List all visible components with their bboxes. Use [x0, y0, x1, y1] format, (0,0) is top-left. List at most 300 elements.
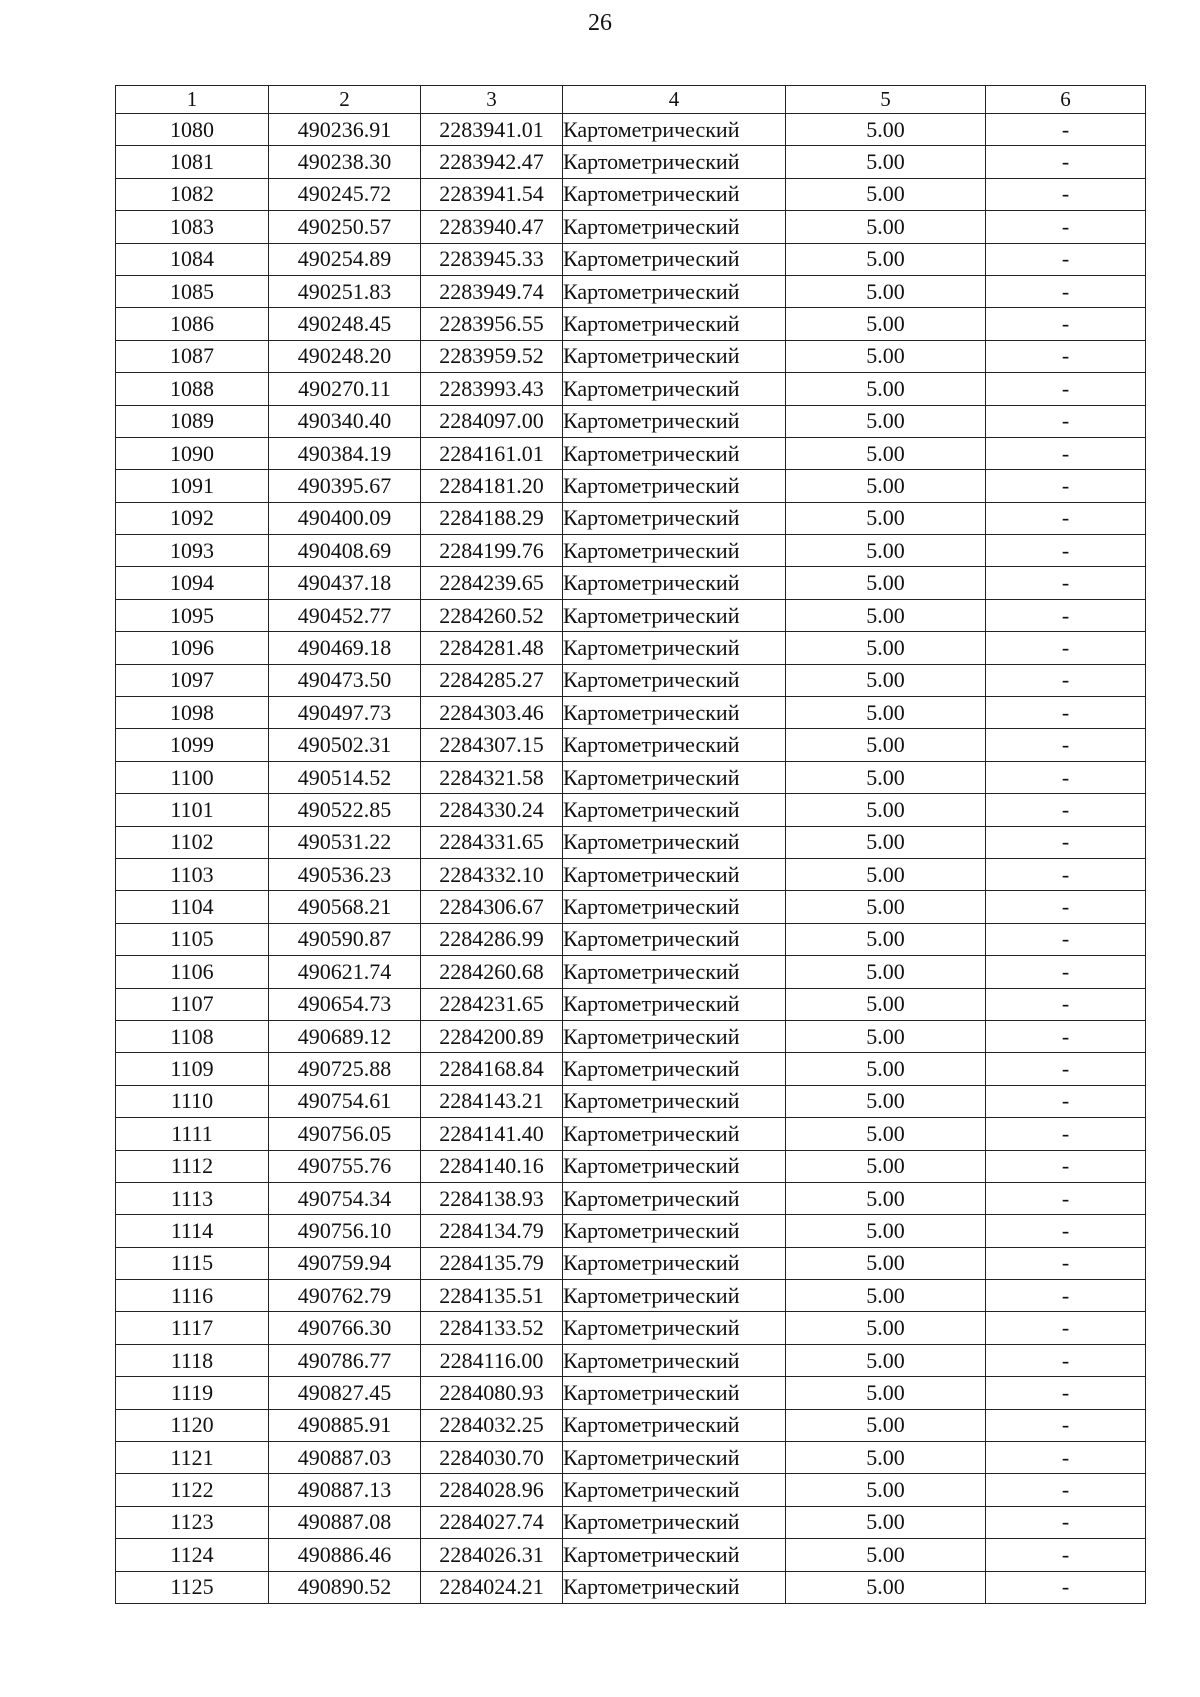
point-number-cell: 1099	[116, 729, 269, 761]
point-number-cell: 1090	[116, 437, 269, 469]
table-row	[116, 1150, 1146, 1182]
accuracy-cell: 5.00	[786, 1053, 986, 1085]
y-coordinate-cell: 2283941.01	[421, 114, 563, 146]
accuracy-cell: 5.00	[786, 761, 986, 793]
method-cell: Картометрический	[563, 1182, 786, 1214]
method-cell: Картометрический	[563, 405, 786, 437]
table-row	[116, 114, 1146, 146]
point-number-cell: 1112	[116, 1150, 269, 1182]
method-cell: Картометрический	[563, 956, 786, 988]
table-row	[116, 664, 1146, 696]
method-cell: Картометрический	[563, 1409, 786, 1441]
table-row	[116, 1571, 1146, 1603]
accuracy-cell: 5.00	[786, 1118, 986, 1150]
method-cell: Картометрический	[563, 891, 786, 923]
x-coordinate-cell: 490437.18	[269, 567, 421, 599]
method-cell: Картометрический	[563, 502, 786, 534]
x-coordinate-cell: 490270.11	[269, 373, 421, 405]
method-cell: Картометрический	[563, 437, 786, 469]
method-cell: Картометрический	[563, 114, 786, 146]
description-cell: -	[986, 405, 1146, 437]
description-cell: -	[986, 599, 1146, 631]
y-coordinate-cell: 2284231.65	[421, 988, 563, 1020]
description-cell: -	[986, 1215, 1146, 1247]
y-coordinate-cell: 2284024.21	[421, 1571, 563, 1603]
accuracy-cell: 5.00	[786, 1085, 986, 1117]
x-coordinate-cell: 490522.85	[269, 794, 421, 826]
x-coordinate-cell: 490400.09	[269, 502, 421, 534]
y-coordinate-cell: 2284080.93	[421, 1377, 563, 1409]
column-header-5: 5	[786, 86, 986, 114]
x-coordinate-cell: 490254.89	[269, 243, 421, 275]
description-cell: -	[986, 1280, 1146, 1312]
accuracy-cell: 5.00	[786, 1020, 986, 1052]
table-row	[116, 1053, 1146, 1085]
description-cell: -	[986, 535, 1146, 567]
y-coordinate-cell: 2284199.76	[421, 535, 563, 567]
y-coordinate-cell: 2284032.25	[421, 1409, 563, 1441]
method-cell: Картометрический	[563, 729, 786, 761]
method-cell: Картометрический	[563, 697, 786, 729]
point-number-cell: 1107	[116, 988, 269, 1020]
method-cell: Картометрический	[563, 308, 786, 340]
accuracy-cell: 5.00	[786, 567, 986, 599]
method-cell: Картометрический	[563, 1442, 786, 1474]
x-coordinate-cell: 490452.77	[269, 599, 421, 631]
point-number-cell: 1086	[116, 308, 269, 340]
method-cell: Картометрический	[563, 535, 786, 567]
table-row	[116, 405, 1146, 437]
x-coordinate-cell: 490754.61	[269, 1085, 421, 1117]
x-coordinate-cell: 490786.77	[269, 1344, 421, 1376]
description-cell: -	[986, 923, 1146, 955]
method-cell: Картометрический	[563, 373, 786, 405]
accuracy-cell: 5.00	[786, 891, 986, 923]
method-cell: Картометрический	[563, 858, 786, 890]
column-header-3: 3	[421, 86, 563, 114]
method-cell: Картометрический	[563, 1020, 786, 1052]
method-cell: Картометрический	[563, 275, 786, 307]
accuracy-cell: 5.00	[786, 1409, 986, 1441]
x-coordinate-cell: 490251.83	[269, 275, 421, 307]
point-number-cell: 1085	[116, 275, 269, 307]
description-cell: -	[986, 567, 1146, 599]
description-cell: -	[986, 1344, 1146, 1376]
x-coordinate-cell: 490621.74	[269, 956, 421, 988]
description-cell: -	[986, 1474, 1146, 1506]
y-coordinate-cell: 2283945.33	[421, 243, 563, 275]
y-coordinate-cell: 2284321.58	[421, 761, 563, 793]
column-header-2: 2	[269, 86, 421, 114]
x-coordinate-cell: 490890.52	[269, 1571, 421, 1603]
method-cell: Картометрический	[563, 340, 786, 372]
x-coordinate-cell: 490384.19	[269, 437, 421, 469]
description-cell: -	[986, 211, 1146, 243]
accuracy-cell: 5.00	[786, 1571, 986, 1603]
x-coordinate-cell: 490408.69	[269, 535, 421, 567]
description-cell: -	[986, 1118, 1146, 1150]
accuracy-cell: 5.00	[786, 405, 986, 437]
y-coordinate-cell: 2284239.65	[421, 567, 563, 599]
table-row	[116, 794, 1146, 826]
y-coordinate-cell: 2284135.51	[421, 1280, 563, 1312]
accuracy-cell: 5.00	[786, 275, 986, 307]
point-number-cell: 1092	[116, 502, 269, 534]
description-cell: -	[986, 1506, 1146, 1538]
accuracy-cell: 5.00	[786, 1442, 986, 1474]
point-number-cell: 1095	[116, 599, 269, 631]
point-number-cell: 1093	[116, 535, 269, 567]
table-row	[116, 1474, 1146, 1506]
x-coordinate-cell: 490248.20	[269, 340, 421, 372]
point-number-cell: 1088	[116, 373, 269, 405]
accuracy-cell: 5.00	[786, 664, 986, 696]
accuracy-cell: 5.00	[786, 729, 986, 761]
y-coordinate-cell: 2284168.84	[421, 1053, 563, 1085]
x-coordinate-cell: 490887.13	[269, 1474, 421, 1506]
description-cell: -	[986, 632, 1146, 664]
description-cell: -	[986, 146, 1146, 178]
method-cell: Картометрический	[563, 664, 786, 696]
method-cell: Картометрический	[563, 761, 786, 793]
table-row	[116, 308, 1146, 340]
description-cell: -	[986, 1150, 1146, 1182]
table-row	[116, 599, 1146, 631]
y-coordinate-cell: 2284138.93	[421, 1182, 563, 1214]
table-row	[116, 1182, 1146, 1214]
table-row	[116, 502, 1146, 534]
y-coordinate-cell: 2284260.68	[421, 956, 563, 988]
table-row	[116, 567, 1146, 599]
table-row	[116, 1280, 1146, 1312]
point-number-cell: 1118	[116, 1344, 269, 1376]
point-number-cell: 1097	[116, 664, 269, 696]
y-coordinate-cell: 2283993.43	[421, 373, 563, 405]
description-cell: -	[986, 1377, 1146, 1409]
method-cell: Картометрический	[563, 1344, 786, 1376]
y-coordinate-cell: 2284097.00	[421, 405, 563, 437]
method-cell: Картометрический	[563, 243, 786, 275]
y-coordinate-cell: 2284116.00	[421, 1344, 563, 1376]
description-cell: -	[986, 697, 1146, 729]
accuracy-cell: 5.00	[786, 535, 986, 567]
point-number-cell: 1120	[116, 1409, 269, 1441]
description-cell: -	[986, 340, 1146, 372]
accuracy-cell: 5.00	[786, 794, 986, 826]
y-coordinate-cell: 2284330.24	[421, 794, 563, 826]
method-cell: Картометрический	[563, 1053, 786, 1085]
accuracy-cell: 5.00	[786, 146, 986, 178]
x-coordinate-cell: 490469.18	[269, 632, 421, 664]
table-row	[116, 275, 1146, 307]
table-row	[116, 1506, 1146, 1538]
accuracy-cell: 5.00	[786, 470, 986, 502]
x-coordinate-cell: 490514.52	[269, 761, 421, 793]
y-coordinate-cell: 2284285.27	[421, 664, 563, 696]
accuracy-cell: 5.00	[786, 1247, 986, 1279]
y-coordinate-cell: 2284030.70	[421, 1442, 563, 1474]
description-cell: -	[986, 826, 1146, 858]
description-cell: -	[986, 1539, 1146, 1571]
y-coordinate-cell: 2284331.65	[421, 826, 563, 858]
table-row	[116, 211, 1146, 243]
x-coordinate-cell: 490759.94	[269, 1247, 421, 1279]
point-number-cell: 1106	[116, 956, 269, 988]
table-row	[116, 535, 1146, 567]
method-cell: Картометрический	[563, 923, 786, 955]
x-coordinate-cell: 490395.67	[269, 470, 421, 502]
table-row	[116, 891, 1146, 923]
point-number-cell: 1080	[116, 114, 269, 146]
method-cell: Картометрический	[563, 567, 786, 599]
x-coordinate-cell: 490536.23	[269, 858, 421, 890]
x-coordinate-cell: 490725.88	[269, 1053, 421, 1085]
y-coordinate-cell: 2284161.01	[421, 437, 563, 469]
method-cell: Картометрический	[563, 1215, 786, 1247]
y-coordinate-cell: 2284281.48	[421, 632, 563, 664]
accuracy-cell: 5.00	[786, 1539, 986, 1571]
method-cell: Картометрический	[563, 1474, 786, 1506]
y-coordinate-cell: 2284141.40	[421, 1118, 563, 1150]
y-coordinate-cell: 2284133.52	[421, 1312, 563, 1344]
point-number-cell: 1121	[116, 1442, 269, 1474]
table-row	[116, 1442, 1146, 1474]
method-cell: Картометрический	[563, 1118, 786, 1150]
page-number: 26	[588, 10, 612, 36]
point-number-cell: 1113	[116, 1182, 269, 1214]
method-cell: Картометрический	[563, 1247, 786, 1279]
coordinates-table	[115, 85, 1146, 1604]
method-cell: Картометрический	[563, 1312, 786, 1344]
table-row	[116, 1215, 1146, 1247]
x-coordinate-cell: 490766.30	[269, 1312, 421, 1344]
method-cell: Картометрический	[563, 1085, 786, 1117]
x-coordinate-cell: 490236.91	[269, 114, 421, 146]
description-cell: -	[986, 243, 1146, 275]
accuracy-cell: 5.00	[786, 502, 986, 534]
accuracy-cell: 5.00	[786, 858, 986, 890]
table-row	[116, 1409, 1146, 1441]
x-coordinate-cell: 490887.03	[269, 1442, 421, 1474]
y-coordinate-cell: 2283941.54	[421, 178, 563, 210]
description-cell: -	[986, 794, 1146, 826]
table-row	[116, 632, 1146, 664]
y-coordinate-cell: 2283942.47	[421, 146, 563, 178]
x-coordinate-cell: 490654.73	[269, 988, 421, 1020]
point-number-cell: 1111	[116, 1118, 269, 1150]
accuracy-cell: 5.00	[786, 923, 986, 955]
method-cell: Картометрический	[563, 599, 786, 631]
description-cell: -	[986, 729, 1146, 761]
point-number-cell: 1117	[116, 1312, 269, 1344]
method-cell: Картометрический	[563, 1377, 786, 1409]
table-row	[116, 340, 1146, 372]
point-number-cell: 1094	[116, 567, 269, 599]
header-row	[116, 86, 1146, 114]
x-coordinate-cell: 490755.76	[269, 1150, 421, 1182]
accuracy-cell: 5.00	[786, 437, 986, 469]
description-cell: -	[986, 178, 1146, 210]
method-cell: Картометрический	[563, 1539, 786, 1571]
method-cell: Картометрический	[563, 632, 786, 664]
table-row	[116, 1344, 1146, 1376]
point-number-cell: 1105	[116, 923, 269, 955]
table-row	[116, 697, 1146, 729]
x-coordinate-cell: 490497.73	[269, 697, 421, 729]
table-row	[116, 178, 1146, 210]
point-number-cell: 1104	[116, 891, 269, 923]
table-row	[116, 243, 1146, 275]
x-coordinate-cell: 490756.10	[269, 1215, 421, 1247]
y-coordinate-cell: 2283949.74	[421, 275, 563, 307]
description-cell: -	[986, 1312, 1146, 1344]
x-coordinate-cell: 490590.87	[269, 923, 421, 955]
accuracy-cell: 5.00	[786, 599, 986, 631]
x-coordinate-cell: 490756.05	[269, 1118, 421, 1150]
description-cell: -	[986, 308, 1146, 340]
table-row	[116, 146, 1146, 178]
column-header-1: 1	[116, 86, 269, 114]
table-row	[116, 729, 1146, 761]
table-body	[116, 114, 1146, 1604]
point-number-cell: 1109	[116, 1053, 269, 1085]
table-row	[116, 923, 1146, 955]
point-number-cell: 1091	[116, 470, 269, 502]
accuracy-cell: 5.00	[786, 1215, 986, 1247]
point-number-cell: 1083	[116, 211, 269, 243]
description-cell: -	[986, 761, 1146, 793]
x-coordinate-cell: 490568.21	[269, 891, 421, 923]
x-coordinate-cell: 490248.45	[269, 308, 421, 340]
table-row	[116, 437, 1146, 469]
table-row	[116, 1247, 1146, 1279]
accuracy-cell: 5.00	[786, 697, 986, 729]
description-cell: -	[986, 858, 1146, 890]
description-cell: -	[986, 664, 1146, 696]
table-row	[116, 858, 1146, 890]
accuracy-cell: 5.00	[786, 956, 986, 988]
accuracy-cell: 5.00	[786, 1312, 986, 1344]
point-number-cell: 1098	[116, 697, 269, 729]
point-number-cell: 1124	[116, 1539, 269, 1571]
description-cell: -	[986, 988, 1146, 1020]
x-coordinate-cell: 490531.22	[269, 826, 421, 858]
table-row	[116, 470, 1146, 502]
point-number-cell: 1110	[116, 1085, 269, 1117]
y-coordinate-cell: 2284200.89	[421, 1020, 563, 1052]
method-cell: Картометрический	[563, 1280, 786, 1312]
point-number-cell: 1101	[116, 794, 269, 826]
column-header-6: 6	[986, 86, 1146, 114]
y-coordinate-cell: 2284286.99	[421, 923, 563, 955]
x-coordinate-cell: 490245.72	[269, 178, 421, 210]
method-cell: Картометрический	[563, 178, 786, 210]
description-cell: -	[986, 470, 1146, 502]
y-coordinate-cell: 2284307.15	[421, 729, 563, 761]
description-cell: -	[986, 1571, 1146, 1603]
x-coordinate-cell: 490887.08	[269, 1506, 421, 1538]
accuracy-cell: 5.00	[786, 114, 986, 146]
method-cell: Картометрический	[563, 470, 786, 502]
y-coordinate-cell: 2284188.29	[421, 502, 563, 534]
method-cell: Картометрический	[563, 794, 786, 826]
description-cell: -	[986, 1247, 1146, 1279]
method-cell: Картометрический	[563, 1571, 786, 1603]
accuracy-cell: 5.00	[786, 1506, 986, 1538]
point-number-cell: 1084	[116, 243, 269, 275]
accuracy-cell: 5.00	[786, 1377, 986, 1409]
point-number-cell: 1125	[116, 1571, 269, 1603]
accuracy-cell: 5.00	[786, 243, 986, 275]
accuracy-cell: 5.00	[786, 632, 986, 664]
accuracy-cell: 5.00	[786, 1344, 986, 1376]
accuracy-cell: 5.00	[786, 340, 986, 372]
method-cell: Картометрический	[563, 1150, 786, 1182]
method-cell: Картометрический	[563, 1506, 786, 1538]
description-cell: -	[986, 1182, 1146, 1214]
x-coordinate-cell: 490689.12	[269, 1020, 421, 1052]
method-cell: Картометрический	[563, 988, 786, 1020]
x-coordinate-cell: 490250.57	[269, 211, 421, 243]
point-number-cell: 1116	[116, 1280, 269, 1312]
description-cell: -	[986, 373, 1146, 405]
point-number-cell: 1119	[116, 1377, 269, 1409]
description-cell: -	[986, 1442, 1146, 1474]
x-coordinate-cell: 490762.79	[269, 1280, 421, 1312]
x-coordinate-cell: 490502.31	[269, 729, 421, 761]
y-coordinate-cell: 2284303.46	[421, 697, 563, 729]
accuracy-cell: 5.00	[786, 1474, 986, 1506]
description-cell: -	[986, 1053, 1146, 1085]
y-coordinate-cell: 2284306.67	[421, 891, 563, 923]
y-coordinate-cell: 2284135.79	[421, 1247, 563, 1279]
table-row	[116, 1377, 1146, 1409]
point-number-cell: 1100	[116, 761, 269, 793]
point-number-cell: 1123	[116, 1506, 269, 1538]
point-number-cell: 1114	[116, 1215, 269, 1247]
description-cell: -	[986, 956, 1146, 988]
y-coordinate-cell: 2284143.21	[421, 1085, 563, 1117]
x-coordinate-cell: 490340.40	[269, 405, 421, 437]
description-cell: -	[986, 1020, 1146, 1052]
x-coordinate-cell: 490827.45	[269, 1377, 421, 1409]
accuracy-cell: 5.00	[786, 373, 986, 405]
table-row	[116, 1539, 1146, 1571]
table-row	[116, 1085, 1146, 1117]
y-coordinate-cell: 2284332.10	[421, 858, 563, 890]
description-cell: -	[986, 437, 1146, 469]
point-number-cell: 1082	[116, 178, 269, 210]
method-cell: Картометрический	[563, 211, 786, 243]
accuracy-cell: 5.00	[786, 826, 986, 858]
table-row	[116, 1312, 1146, 1344]
description-cell: -	[986, 275, 1146, 307]
y-coordinate-cell: 2284134.79	[421, 1215, 563, 1247]
x-coordinate-cell: 490754.34	[269, 1182, 421, 1214]
table-header	[116, 86, 1146, 114]
point-number-cell: 1089	[116, 405, 269, 437]
y-coordinate-cell: 2284140.16	[421, 1150, 563, 1182]
y-coordinate-cell: 2284260.52	[421, 599, 563, 631]
y-coordinate-cell: 2283956.55	[421, 308, 563, 340]
y-coordinate-cell: 2283940.47	[421, 211, 563, 243]
point-number-cell: 1096	[116, 632, 269, 664]
point-number-cell: 1087	[116, 340, 269, 372]
description-cell: -	[986, 1409, 1146, 1441]
method-cell: Картометрический	[563, 826, 786, 858]
description-cell: -	[986, 891, 1146, 923]
x-coordinate-cell: 490473.50	[269, 664, 421, 696]
